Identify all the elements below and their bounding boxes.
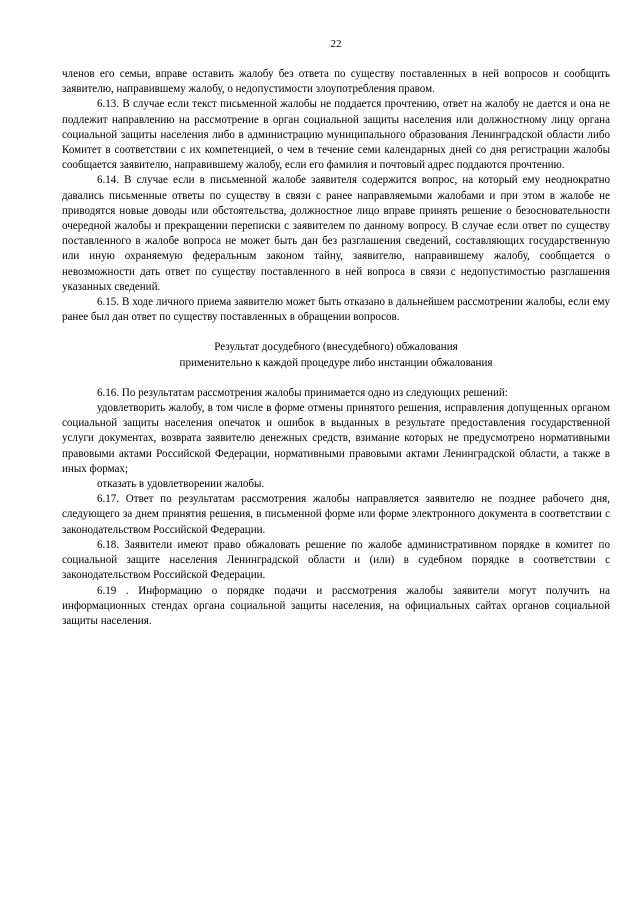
paragraph-6-19: 6.19 . Информацию о порядке подачи и рассмотрения жалобы заявители могут получить на информационных стендах органа социальной защиты населения, на официальных сайтах органов социальной защиты населения. bbox=[62, 584, 610, 627]
section-heading-line-2: применительно к каждой процедуре либо инстанции обжалования bbox=[179, 356, 493, 369]
paragraph-6-17: 6.17. Ответ по результатам рассмотрения жалобы направляется заявителю не позднее рабочего дня, следующего за днем принятия решения, в письменной форме или форме электронного документа в соответствии с законодательством Российской Федерации. bbox=[62, 493, 610, 536]
paragraph-6-13: 6.13. В случае если текст письменной жалобы не поддается прочтению, ответ на жалобу не дается и она не подлежит направлению на рассмотрение в орган социальной защиты населения или должностному лицу органа социальной защиты населения либо в администрацию муниципального образования Ленинградской области либо Комитет в соответствии с их компетенцией, о чем в течение семи календарных дней со дня регистрации жалобы сообщается заявителю, направившему жалобу, если его фамилия и почтовый адрес поддаются прочтению. bbox=[62, 98, 610, 172]
paragraph-continuation: членов его семьи, вправе оставить жалобу без ответа по существу поставленных в ней вопросов и сообщить заявителю, направившему жалобу, о недопустимости злоупотребления правом. bbox=[62, 68, 610, 96]
paragraph-decision-satisfy: удовлетворить жалобу, в том числе в форме отмены принятого решения, исправления допущенных органом социальной защиты населения опечаток и ошибок в выданных в результате предоставления государственной услуги документах, возврата заявителю денежных средств, взимание которых не предусмотрено нормативными правовыми актами Российской Федерации, нормативными правовыми актами Ленинградской области, а также в иных формах; bbox=[62, 402, 610, 475]
section-heading-line-1: Результат досудебного (внесудебного) обжалования bbox=[214, 341, 458, 354]
paragraph-6-18: 6.18. Заявители имеют право обжаловать решение по жалобе административном порядке в комитет по социальной защите населения Ленинградской области и (или) в судебном порядке в соответствии с законодательством Российской Федерации. bbox=[62, 538, 610, 582]
document-body bbox=[62, 67, 610, 629]
paragraph-decision-refuse: отказать в удовлетворении жалобы. bbox=[97, 478, 265, 491]
paragraph-6-16: 6.16. По результатам рассмотрения жалобы принимается одно из следующих решений: bbox=[97, 386, 508, 399]
paragraph-6-14: 6.14. В случае если в письменной жалобе заявителя содержится вопрос, на который ему неоднократно давались письменные ответы по существу в связи с ранее направляемыми жалобами и при этом в жалобе не приводятся новые доводы или обстоятельства, должностное лицо вправе принять решение о безосновательности очередной жалобы и прекращении переписки с заявителем по данному вопросу. В случае если ответ по существу поставленного в жалобе вопроса не может быть дан без разглашения сведений, составляющих государственную или иную охраняемую федеральным законом тайну, заявителю, направившему жалобу, сообщается о невозможности дать ответ по существу поставленного в ней вопроса в связи с недопустимостью разглашения указанных сведений. bbox=[62, 174, 610, 293]
section-heading bbox=[62, 340, 610, 370]
page-number: 22 bbox=[330, 38, 342, 50]
paragraph-6-15: 6.15. В ходе личного приема заявителю может быть отказано в дальнейшем рассмотрении жалобы, если ему ранее был дан ответ по существу поставленных в обращении вопросов. bbox=[62, 296, 610, 324]
